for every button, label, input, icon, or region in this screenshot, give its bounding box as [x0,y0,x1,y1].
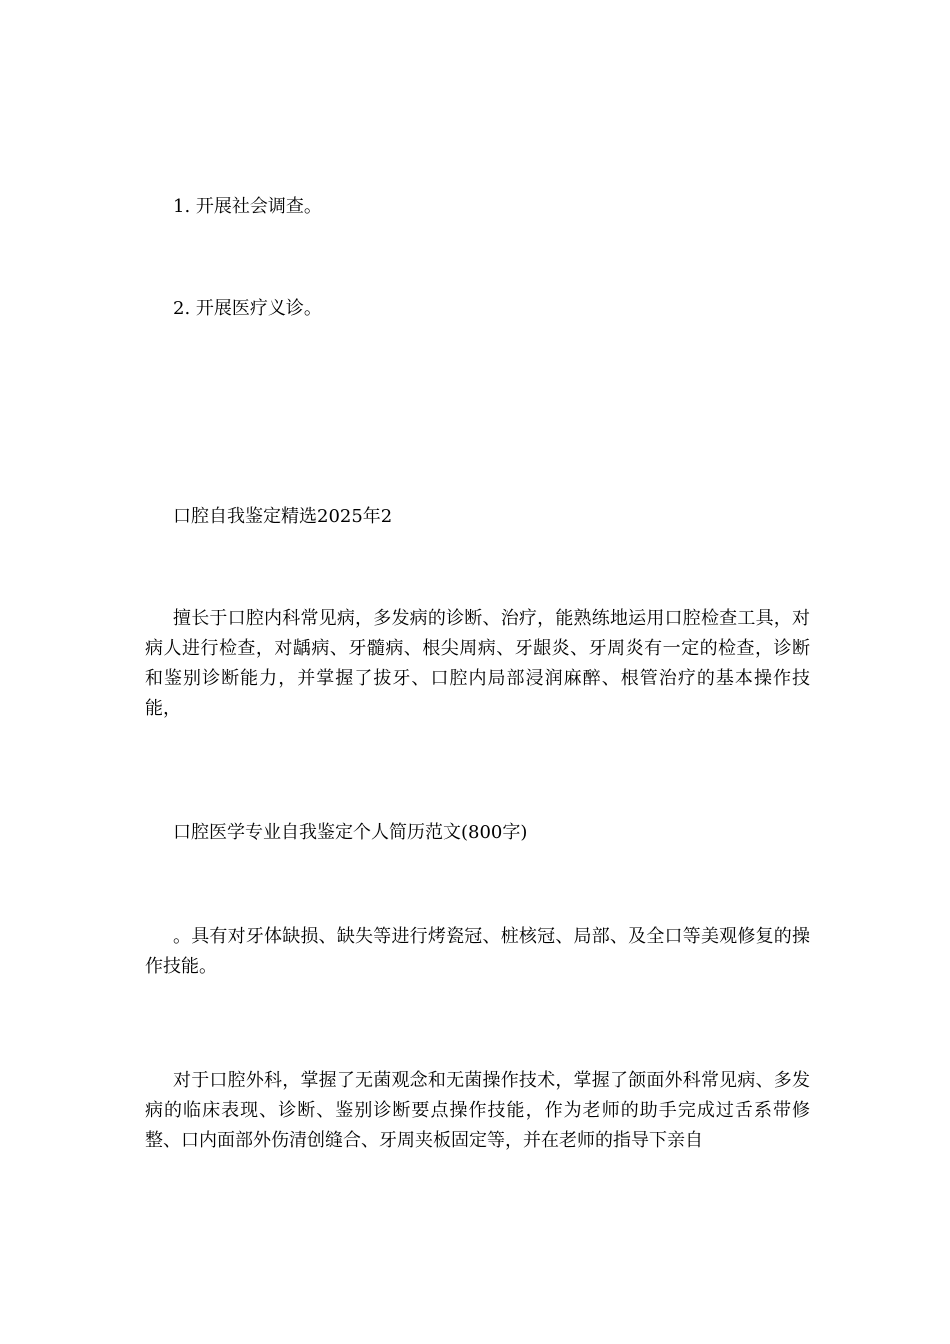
paragraph-internal-medicine: 擅长于口腔内科常见病，多发病的诊断、治疗，能熟练地运用口腔检查工具，对病人进行检查，对龋病、牙髓病、根尖周病、牙龈炎、牙周炎有一定的检查，诊断和鉴别诊断能力，并掌握了拔牙、口腔内局部浸润麻醉、根管治疗的基本操作技能， [145,608,810,719]
section-heading-self-assessment: 口腔自我鉴定精选2025年2 [173,506,393,527]
list-item-medical-clinic: 2. 开展医疗义诊。 [173,298,322,319]
list-item-social-survey: 1. 开展社会调查。 [173,196,322,217]
paragraph-oral-surgery: 对于口腔外科，掌握了无菌观念和无菌操作技术，掌握了颌面外科常见病、多发病的临床表现、诊断、鉴别诊断要点操作技能，作为老师的助手完成过舌系带修整、口内面部外伤清创缝合、牙周夹板固定等，并在老师的指导下亲自 [145,1070,810,1151]
section-heading-resume-sample: 口腔医学专业自我鉴定个人简历范文(800字) [173,822,528,843]
paragraph-prosthodontics: 。具有对牙体缺损、缺失等进行烤瓷冠、桩核冠、局部、及全口等美观修复的操作技能。 [145,926,810,977]
